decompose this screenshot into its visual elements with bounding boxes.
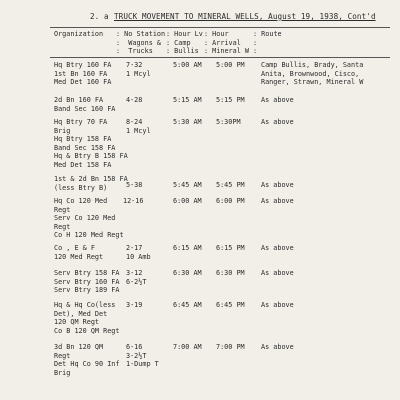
col-header-route: : Route : : bbox=[253, 30, 282, 56]
row-org: Serv Btry 158 FA Serv Btry 160 FA Serv Btry 189 FA bbox=[54, 269, 120, 294]
row-vehicles: 3-12 6-2½T bbox=[126, 269, 147, 286]
row-route: As above bbox=[261, 301, 294, 309]
header-top-rule bbox=[50, 27, 390, 28]
row-hour-arrival: 6:30 PM bbox=[216, 269, 245, 277]
row-vehicles: 7-32 1 Mcyl bbox=[126, 61, 151, 78]
row-hour-leave: 6:45 AM bbox=[173, 301, 202, 309]
row-hour-arrival: 7:00 PM bbox=[216, 343, 245, 351]
row-route: As above bbox=[261, 269, 294, 277]
row-hour-arrival: 5:15 PM bbox=[216, 96, 245, 104]
row-hour-arrival: 5:45 PM bbox=[216, 181, 245, 189]
row-route: As above bbox=[261, 118, 294, 126]
row-vehicles: 4-28 bbox=[126, 96, 143, 104]
col-header-organization: Organization bbox=[54, 30, 104, 38]
heading-title: TRUCK MOVEMENT TO MINERAL WELLS, August 19, 1938, Cont'd bbox=[114, 12, 376, 21]
row-hour-arrival: 5:00 PM bbox=[216, 61, 245, 69]
row-route: As above bbox=[261, 244, 294, 252]
row-vehicles: 5-38 bbox=[126, 181, 143, 189]
col-header-hour-arrival: : Hour : Arrival : Mineral W bbox=[204, 30, 250, 56]
row-vehicles: 2-17 10 Amb bbox=[126, 244, 151, 261]
col-header-no-station: : No Station : Wagons & : Trucks bbox=[116, 30, 166, 56]
subsection-letter: a bbox=[104, 12, 109, 21]
section-number: 2. bbox=[90, 12, 100, 21]
row-hour-leave: 5:30 AM bbox=[173, 118, 202, 126]
row-route: As above bbox=[261, 181, 294, 189]
row-hour-arrival: 6:00 PM bbox=[216, 197, 245, 205]
row-org: Hq Co 120 Med Regt Serv Co 120 Med Regt Co H 120 Med Regt bbox=[54, 197, 124, 239]
col-header-hour-leave: : Hour Lv : Camp : Bullis bbox=[166, 30, 203, 56]
row-hour-leave: 6:15 AM bbox=[173, 244, 202, 252]
row-hour-arrival: 5:30PM bbox=[216, 118, 241, 126]
row-route: As above bbox=[261, 197, 294, 205]
row-hour-leave: 5:45 AM bbox=[173, 181, 202, 189]
row-org: Co , E & F 120 Med Regt bbox=[54, 244, 104, 261]
row-route: As above bbox=[261, 96, 294, 104]
row-route: Camp Bullis, Brady, Santa Anita, Brownwood, Cisco, Ranger, Strawn, Mineral W bbox=[261, 61, 364, 86]
row-hour-arrival: 6:15 PM bbox=[216, 244, 245, 252]
row-hour-arrival: 6:45 PM bbox=[216, 301, 245, 309]
row-vehicles: 3-19 bbox=[126, 301, 143, 309]
row-org: 1st & 2d Bn 158 FA (less Btry B) bbox=[54, 175, 128, 192]
row-org: Hq Btry 160 FA 1st Bn 160 FA Med Det 160 FA bbox=[54, 61, 112, 86]
row-hour-leave: 5:15 AM bbox=[173, 96, 202, 104]
row-hour-leave: 7:00 AM bbox=[173, 343, 202, 351]
row-org: 3d Bn 120 QM Regt Det Hq Co 90 Inf Brig bbox=[54, 343, 120, 377]
row-hour-leave: 5:00 AM bbox=[173, 61, 202, 69]
row-vehicles: 8-24 1 Mcyl bbox=[126, 118, 151, 135]
row-vehicles: 12-16 bbox=[123, 197, 144, 205]
row-route: As above bbox=[261, 343, 294, 351]
row-hour-leave: 6:30 AM bbox=[173, 269, 202, 277]
row-org: 2d Bn 160 FA Band Sec 160 FA bbox=[54, 96, 116, 113]
row-org: Hq & Hq Co(less Det), Med Det 120 QM Regt Co B 120 QM Regt bbox=[54, 301, 120, 335]
header-bottom-rule bbox=[50, 57, 390, 58]
row-vehicles: 6-16 3-2½T 1-Dump T bbox=[126, 343, 159, 368]
row-hour-leave: 6:00 AM bbox=[173, 197, 202, 205]
row-org: Hq Btry 70 FA Brig Hq Btry 158 FA Band Sec 158 FA Hq & Btry B 158 FA Med Det 158 FA bbox=[54, 118, 128, 169]
